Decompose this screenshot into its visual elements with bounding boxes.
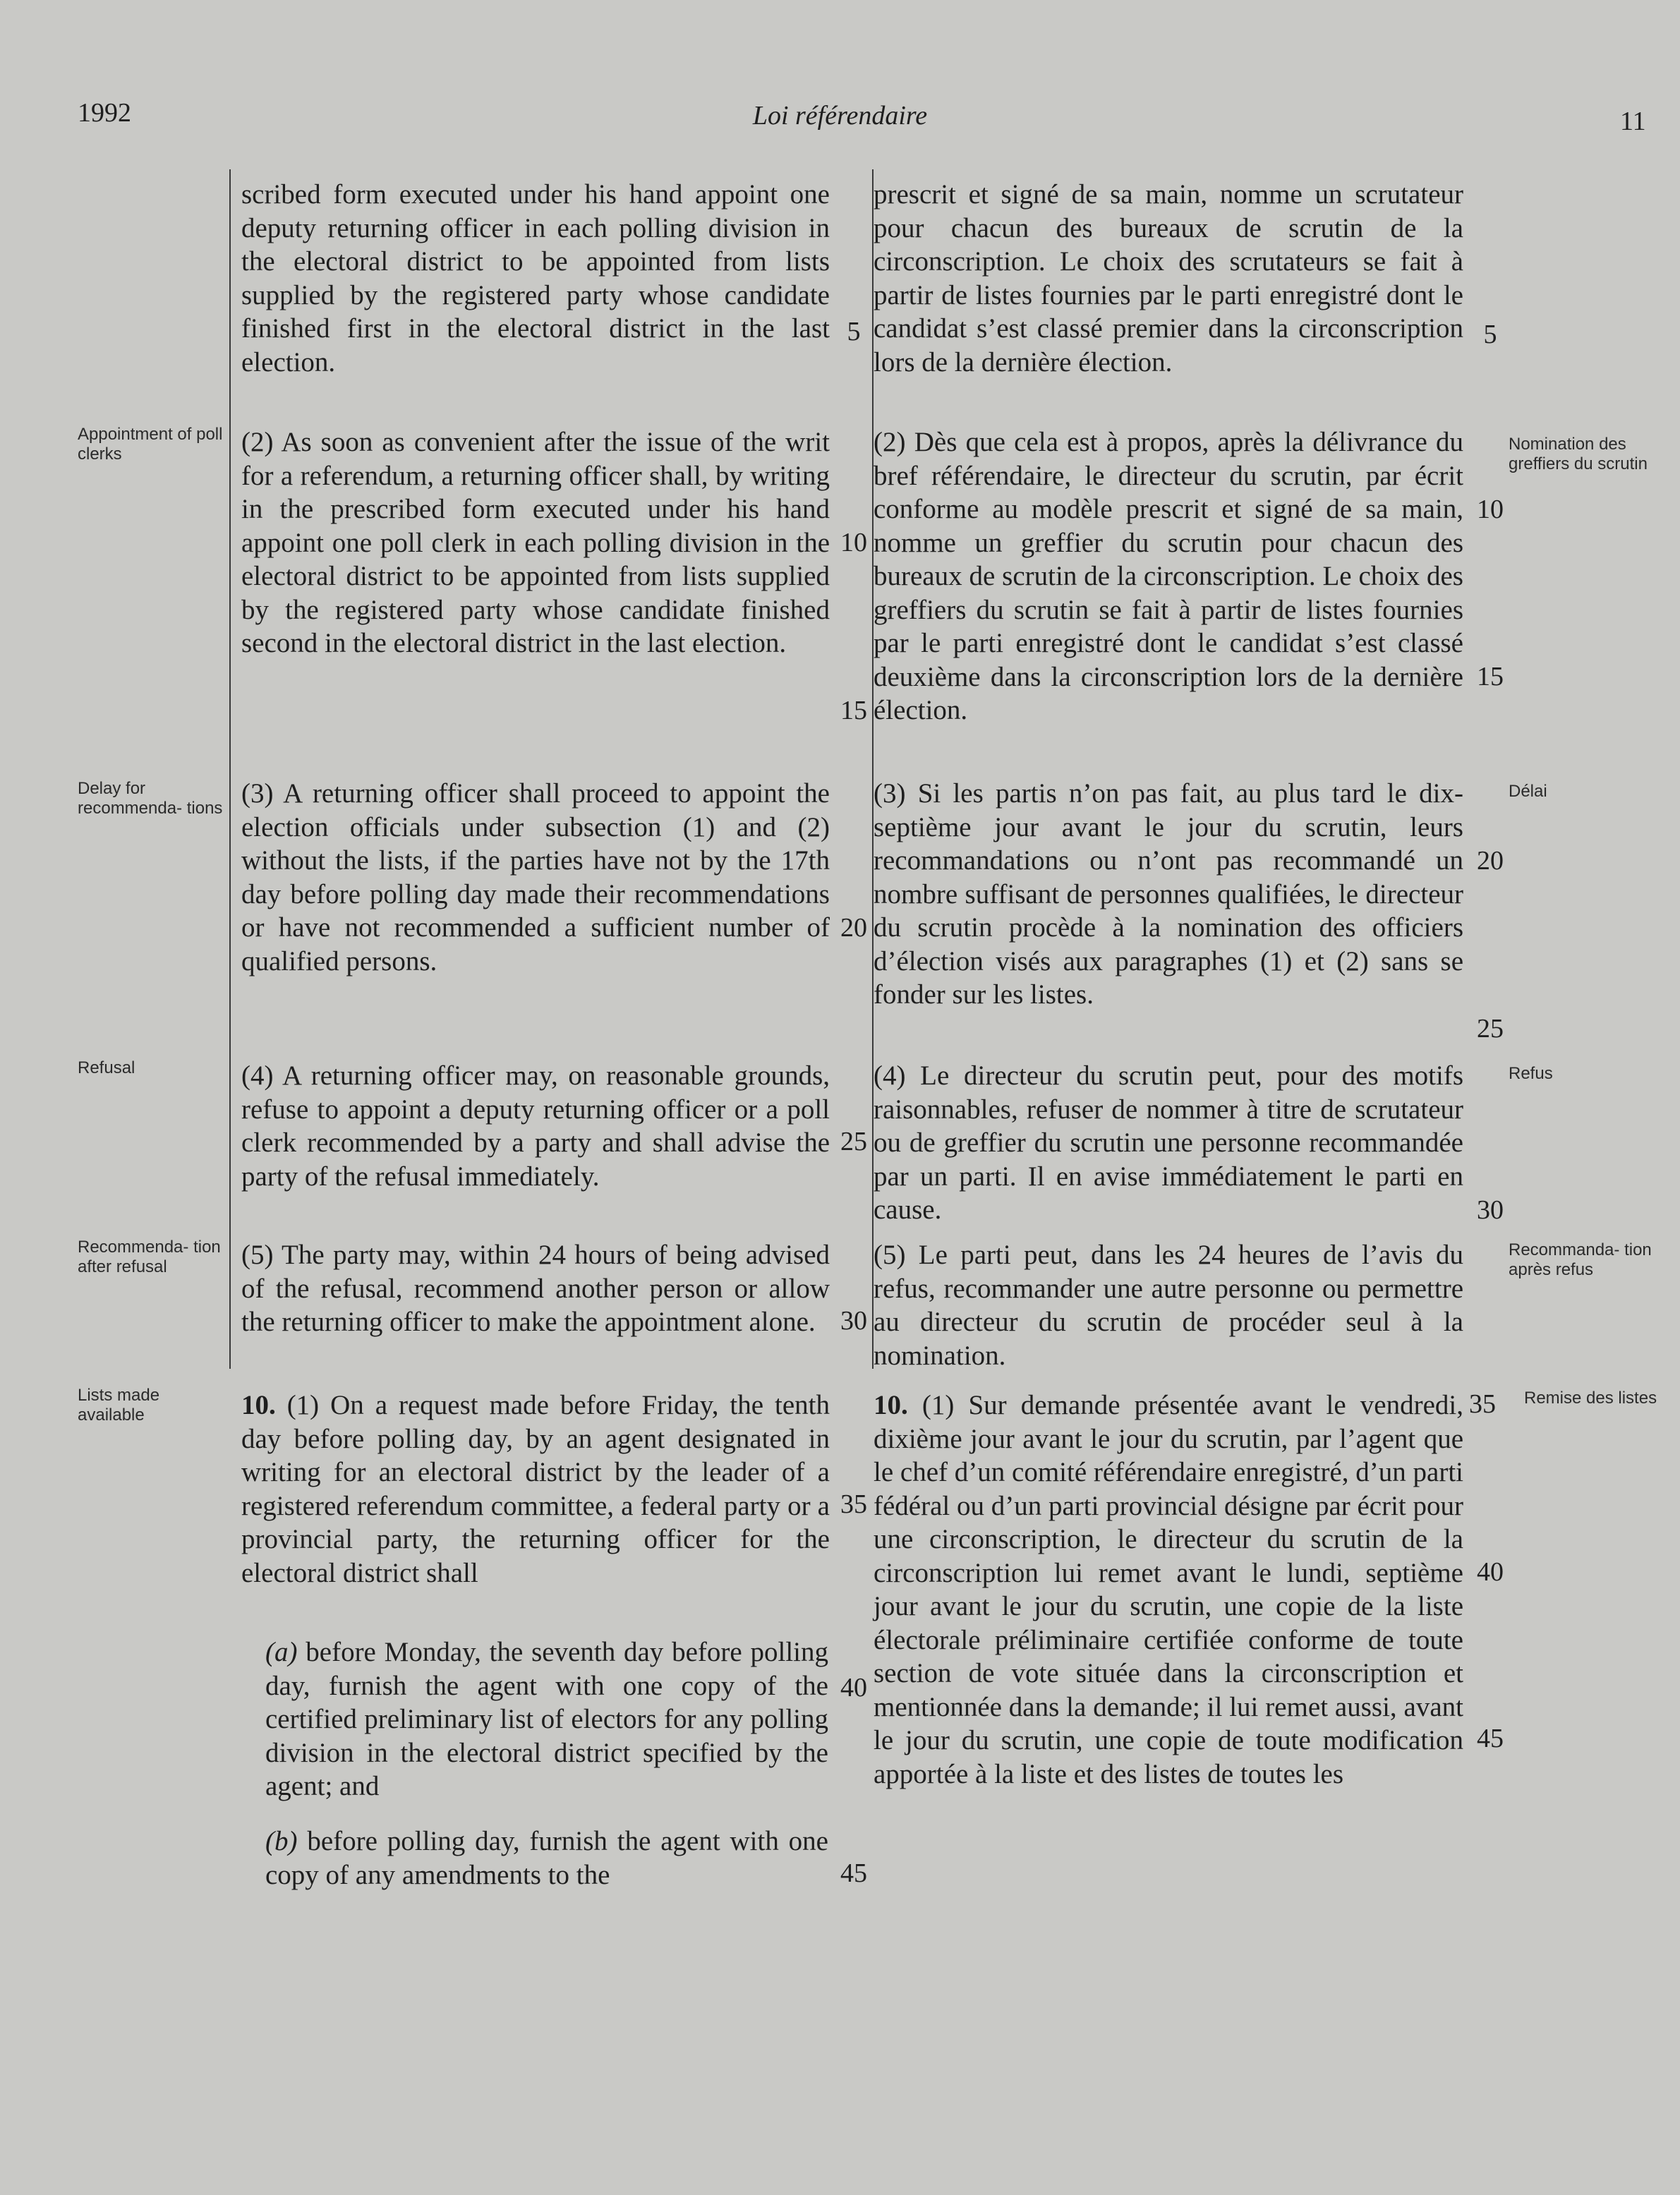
french-subsection-5: (5) Le parti peut, dans les 24 heures de l’avis du refus, recommander une autre personne ou permettre au directeur du scrutin de procéder seul à la nomination. bbox=[874, 1240, 1463, 1371]
line-number-en-30: 30 bbox=[840, 1306, 867, 1336]
margin-note-delai: Délai bbox=[1509, 782, 1547, 801]
line-number-en-10: 10 bbox=[840, 528, 867, 557]
line-number-en-40: 40 bbox=[840, 1673, 867, 1703]
line-number-en-35: 35 bbox=[840, 1489, 867, 1519]
margin-note-appointment-poll-clerks: Appointment of poll clerks bbox=[78, 425, 223, 464]
english-section-10-number: 10. bbox=[241, 1390, 276, 1420]
english-subsection-5: (5) The party may, within 24 hours of being advised of the refusal, recommend another person or allow the returning officer to make the appointment alone. bbox=[241, 1240, 830, 1337]
english-paragraph-continuation: scribed form executed under his hand appoint one deputy returning officer in each polling division in the electoral district to be appointed from lists supplied by the registered party whose candidate finished first in the electoral district in the last election. bbox=[241, 179, 830, 377]
margin-note-recommandation-apres-refus: Recommanda- tion après refus bbox=[1509, 1240, 1652, 1279]
french-subsection-3: (3) Si les partis n’on pas fait, au plus tard le dix-septième jour avant le jour du scrutin, leurs recommandations ou n’ont pas recommandé un nombre suffisant de personnes qualifiées, le directeur du scrutin procède à la nomination des officiers d’élection visés aux paragraphes (1) et (2) sans se fonder sur les listes. bbox=[874, 778, 1463, 1010]
english-paragraph-a-label: (a) bbox=[265, 1637, 298, 1667]
line-number-fr-20: 20 bbox=[1477, 846, 1504, 876]
french-subsection-2: (2) Dès que cela est à propos, après la délivrance du bref référendaire, le directeur du scrutin, par écrit conforme au modèle prescrit et signé de sa main, nomme un greffier du scrutin pour chacun des bureaux de scrutin de la circonscription. Le choix des greffiers du scrutin se fait à partir de listes fournies par le parti enregistré dont le candidat s’est classé deuxième dans la circonscription lors de la dernière élection. bbox=[874, 427, 1463, 725]
margin-note-nomination-greffiers: Nomination des greffiers du scrutin bbox=[1509, 435, 1648, 473]
line-number-fr-40: 40 bbox=[1477, 1557, 1504, 1587]
english-paragraph-b bbox=[265, 1825, 828, 1892]
english-subsection-3: (3) A returning officer shall proceed to appoint the election officials under subsection (1) and (2) without the lists, if the parties have not by the 17th day before polling day made their recommendations or have not recommended a sufficient number of qualified persons. bbox=[241, 778, 830, 976]
french-section-10-number: 10. bbox=[874, 1390, 908, 1420]
english-subsection-4: (4) A returning officer may, on reasonable grounds, refuse to appoint a deputy returning officer or a poll clerk recommended by a party and shall advise the party of the refusal immediately. bbox=[241, 1060, 830, 1192]
french-section-10 bbox=[874, 1389, 1463, 1791]
line-number-en-5: 5 bbox=[847, 317, 861, 346]
line-number-fr-30: 30 bbox=[1477, 1195, 1504, 1225]
line-number-en-15: 15 bbox=[840, 696, 867, 725]
running-title: Loi référendaire bbox=[752, 101, 928, 131]
english-section-10 bbox=[241, 1389, 830, 1590]
french-subsection-4: (4) Le directeur du scrutin peut, pour des motifs raisonnables, refuser de nommer à titre de scrutateur ou de greffier du scrutin une personne recommandée par un parti. Il en avise immédiatement le parti en cause. bbox=[874, 1060, 1463, 1225]
line-number-fr-5: 5 bbox=[1483, 320, 1497, 349]
english-subsection-2: (2) As soon as convenient after the issue of the writ for a referendum, a returning officer shall, by writing in the prescribed form executed under his hand appoint one poll clerk in each polling division in the electoral district to be appointed from lists supplied by the registered party whose candidate finished second in the electoral district in the last election. bbox=[241, 427, 830, 658]
page-number: 11 bbox=[1620, 107, 1646, 136]
margin-note-recommendation-after-refusal: Recommenda- tion after refusal bbox=[78, 1238, 221, 1276]
margin-note-remise-des-listes: Remise des listes bbox=[1524, 1389, 1657, 1408]
english-paragraph-b-label: (b) bbox=[265, 1826, 298, 1856]
margin-note-refus: Refus bbox=[1509, 1064, 1553, 1083]
french-section-10-text: (1) Sur demande présentée avant le vendredi, dixième jour avant le jour du scrutin, par l’agent que le chef d’un comité référendaire enregistré, d’un parti fédéral ou d’un parti provincial désigne par écrit pour une circonscription, le directeur du scrutin de la circonscription lui remet avant le lundi, septième jour avant le jour du scrutin, une copie de la liste électorale préliminaire certifiée conforme de toute section de vote située dans la circonscription et mentionnée dans la demande; il lui remet aussi, avant le jour du scrutin, une copie de toute modification apportée à la liste et des listes de toutes les bbox=[874, 1390, 1464, 1789]
english-paragraph-a-text: before Monday, the seventh day before polling day, furnish the agent with one copy of the certified preliminary list of electors for any polling division in the electoral district specified by the agent; and bbox=[265, 1637, 828, 1801]
line-number-fr-15: 15 bbox=[1477, 662, 1504, 691]
line-number-fr-25: 25 bbox=[1477, 1014, 1504, 1044]
line-number-fr-10: 10 bbox=[1477, 495, 1504, 524]
line-number-fr-35: 35 bbox=[1469, 1389, 1496, 1419]
english-paragraph-a bbox=[265, 1635, 828, 1803]
english-paragraph-b-text: before polling day, furnish the agent with one copy of any amendments to the bbox=[265, 1826, 828, 1890]
left-column-rule bbox=[229, 169, 231, 1369]
french-paragraph-continuation: prescrit et signé de sa main, nomme un scrutateur pour chacun des bureaux de scrutin de la circonscription. Le choix des scrutateurs se fait à partir de listes fournies par le parti enregistré dont le candidat s’est classé premier dans la circonscription lors de la dernière élection. bbox=[874, 179, 1463, 377]
margin-note-delay-recommendations: Delay for recommenda- tions bbox=[78, 779, 223, 818]
header-year: 1992 bbox=[78, 98, 131, 128]
line-number-en-25: 25 bbox=[840, 1127, 867, 1156]
line-number-fr-45: 45 bbox=[1477, 1724, 1504, 1753]
english-section-10-text: (1) On a request made before Friday, the tenth day before polling day, by an agent designated in writing for an electoral district by the leader of a registered referendum committee, a federal party or a provincial party, the returning officer for the electoral district shall bbox=[241, 1390, 830, 1588]
line-number-en-20: 20 bbox=[840, 913, 867, 943]
margin-note-refusal: Refusal bbox=[78, 1058, 135, 1077]
margin-note-lists-made-available: Lists made available bbox=[78, 1386, 160, 1425]
line-number-en-45: 45 bbox=[840, 1858, 867, 1888]
